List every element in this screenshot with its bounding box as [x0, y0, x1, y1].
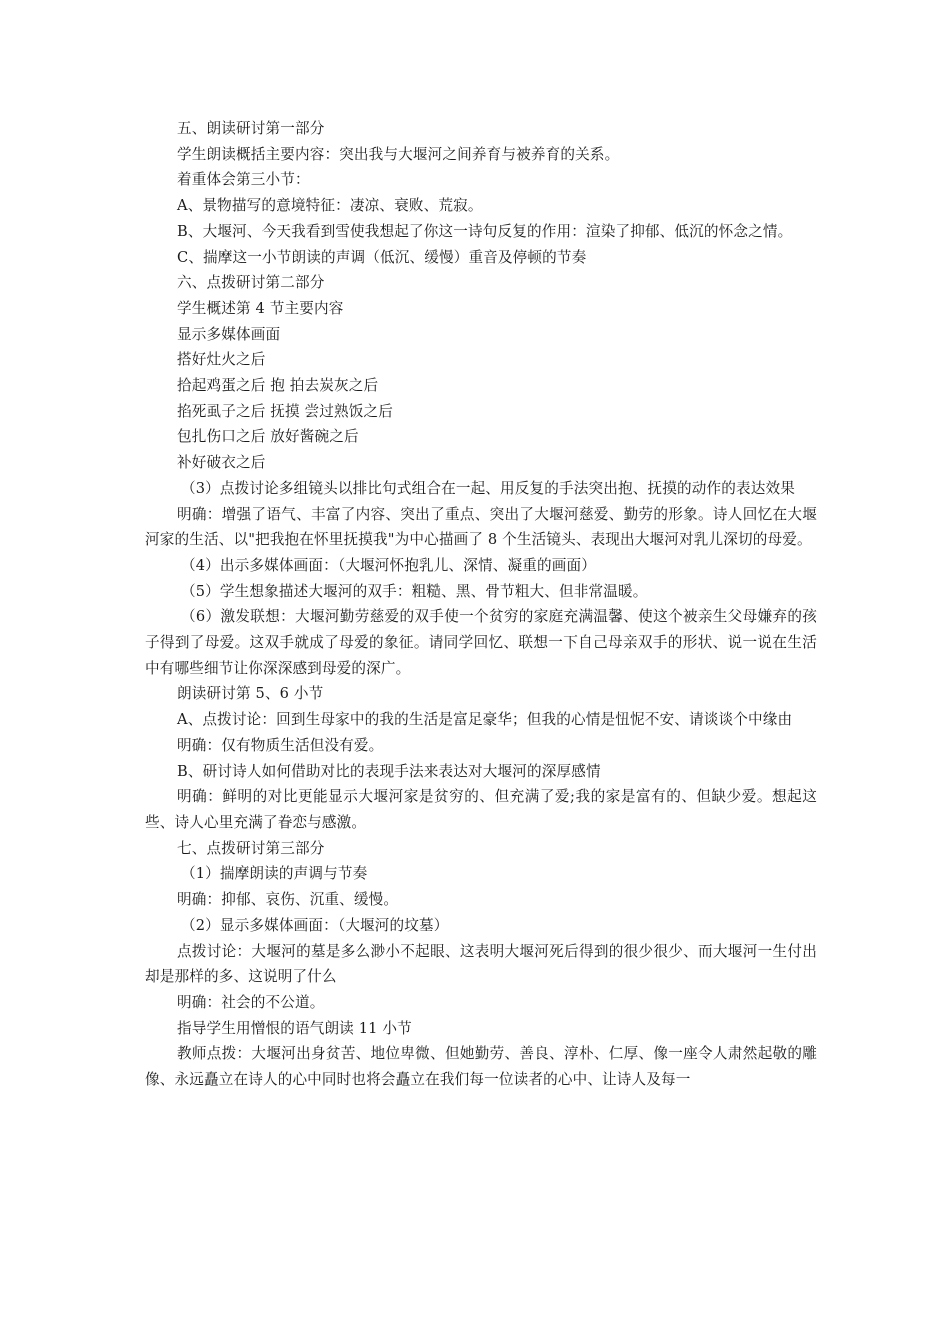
paragraph: （2）显示多媒体画面：（大堰河的坟墓） — [181, 916, 449, 934]
paragraph: 明确：抑郁、哀伤、沉重、缓慢。 — [177, 891, 399, 909]
paragraph: 指导学生用憎恨的语气朗读 11 小节 — [177, 1019, 412, 1037]
paragraph: （5）学生想象描述大堰河的双手：粗糙、黑、骨节粗大、但非常温暖。 — [181, 582, 648, 600]
paragraph: 补好破衣之后 — [177, 454, 266, 472]
paragraph: 明确：仅有物质生活但没有爱。 — [177, 736, 384, 754]
paragraph: 拾起鸡蛋之后 抱 拍去炭灰之后 — [177, 377, 379, 395]
paragraph: 显示多媒体画面 — [177, 325, 281, 343]
paragraph: A、点拨讨论：回到生母家中的我的生活是富足豪华；但我的心情是忸怩不安、请谈谈个中缘由 — [177, 711, 793, 729]
paragraph: 明确：鲜明的对比更能显示大堰河家是贫穷的、但充满了爱;我的家是富有的、但缺少爱。想起这些、诗人心里充满了眷恋与感激。 — [145, 788, 817, 831]
paragraph: 教师点拨：大堰河出身贫苦、地位卑微、但她勤劳、善良、淳朴、仁厚、像一座令人肃然起敬的雕像、永远矗立在诗人的心中同时也将会矗立在我们每一位读者的心中、让诗人及每一 — [145, 1045, 817, 1089]
paragraph: 朗读研讨第 5、6 小节 — [177, 685, 324, 703]
paragraph: 包扎伤口之后 放好酱碗之后 — [177, 428, 359, 446]
section-heading: 六、点拨研讨第二部分 — [177, 274, 325, 292]
paragraph: （1）揣摩朗读的声调与节奏 — [181, 865, 368, 883]
paragraph: A、景物描写的意境特征：凄凉、衰败、荒寂。 — [177, 197, 483, 215]
paragraph: B、大堰河、今天我看到雪使我想起了你这一诗句反复的作用：渲染了抑郁、低沉的怀念之情。 — [177, 222, 793, 240]
paragraph: 学生概述第 4 节主要内容 — [177, 299, 344, 317]
paragraph: （3）点拨讨论多组镜头以排比句式组合在一起、用反复的手法突出抱、抚摸的动作的表达效果 — [181, 479, 795, 497]
paragraph: 掐死虱子之后 抚摸 尝过熟饭之后 — [177, 402, 393, 420]
paragraph: 着重体会第三小节： — [177, 171, 310, 189]
section-heading: 七、点拨研讨第三部分 — [177, 839, 325, 857]
document-body — [145, 116, 817, 1093]
paragraph: C、揣摩这一小节朗读的声调（低沉、缓慢）重音及停顿的节奏 — [177, 248, 587, 266]
paragraph: 点拨讨论：大堰河的墓是多么渺小不起眼、这表明大堰河死后得到的很少很少、而大堰河一生付出却是那样的多、这说明了什么 — [145, 942, 817, 986]
paragraph: 明确：社会的不公道。 — [177, 993, 325, 1011]
paragraph: 搭好灶火之后 — [177, 351, 266, 369]
paragraph: B、研讨诗人如何借助对比的表现手法来表达对大堰河的深厚感情 — [177, 762, 601, 780]
section-heading: 五、朗读研讨第一部分 — [177, 120, 325, 137]
paragraph: 学生朗读概括主要内容：突出我与大堰河之间养育与被养育的关系。 — [177, 145, 620, 163]
paragraph: （4）出示多媒体画面：（大堰河怀抱乳儿、深情、凝重的画面） — [181, 556, 596, 574]
paragraph: 明确：增强了语气、丰富了内容、突出了重点、突出了大堰河慈爱、勤劳的形象。诗人回忆在大堰河家的生活、以"把我抱在怀里抚摸我"为中心描画了 8 个生活镜头、表现出大堰河对乳儿深切的母爱。 — [145, 505, 817, 549]
paragraph: （6）激发联想：大堰河勤劳慈爱的双手使一个贫穷的家庭充满温馨、使这个被亲生父母嫌弃的孩子得到了母爱。这双手就成了母爱的象征。请同学回忆、联想一下自己母亲双手的形状、说一说在生活中有哪些细节让你深深感到母爱的深广。 — [145, 608, 817, 677]
